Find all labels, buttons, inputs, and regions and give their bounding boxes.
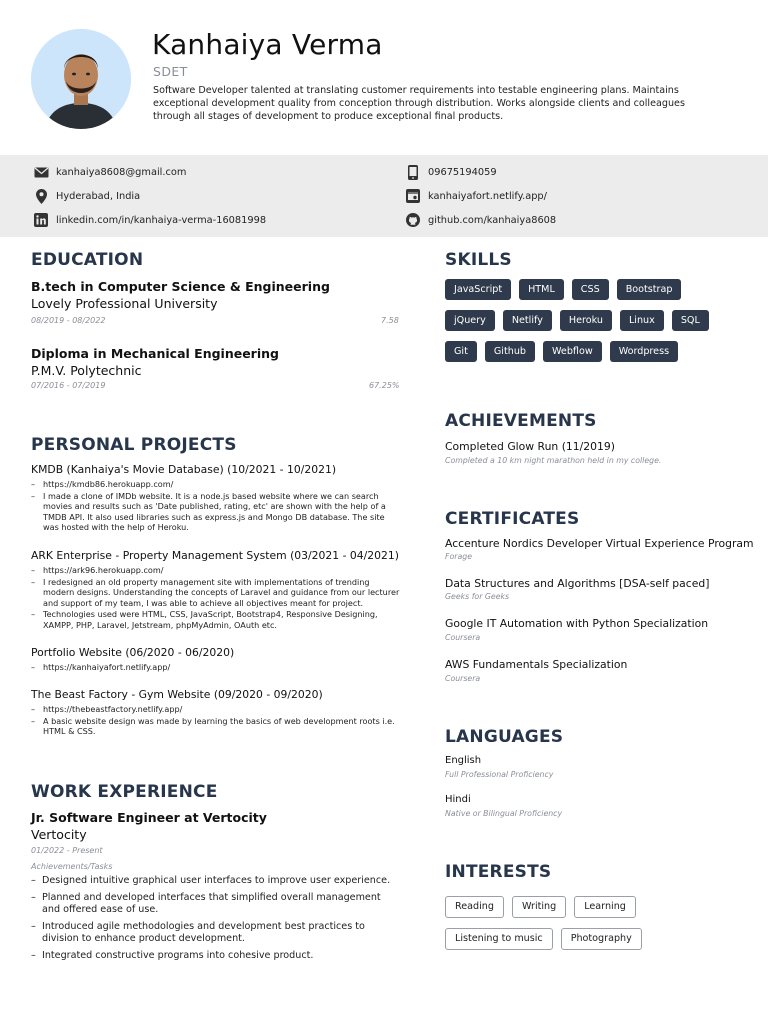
profile-summary: Software Developer talented at translating customer requirements into testable engineering plans. Maintains exceptional development quality from conception through distribution. Works alongside clients and colleagues through all stages of development to produce exceptional final products. [153,85,685,122]
education-dates: 07/2016 - 07/2019 [31,381,106,390]
list-item: – I made a clone of IMDb website. It is a node.js based website where we can search movies and results such as 'Date published, rating, etc' are shown with the help of a TMDB API. It also used libraries such as express.js and Mongo DB database. The site was hosted with the help of Heroku. [31,491,401,533]
skills-list [445,279,745,372]
skill-badge: SQL [672,310,709,331]
profile-photo [31,29,131,129]
resume-header [0,0,768,155]
job-title: Jr. Software Engineer at Vertocity [31,810,267,825]
list-item: – Planned and developed interfaces that simplified overall management and offered ease of use. [31,892,391,917]
profile-photo-illustration [31,29,131,129]
contact-email[interactable] [33,164,186,180]
achievement-desc: Completed a 10 km night marathon held in my college. [445,456,662,465]
job-dates: 01/2022 - Present [31,846,103,855]
contact-website[interactable] [405,188,547,204]
candidate-name: Kanhaiya Verma [152,28,383,61]
contact-location [33,188,140,204]
skills-row [445,310,745,331]
contact-linkedin[interactable] [33,212,266,228]
skills-row [445,279,745,300]
project-bullets [31,479,401,534]
certificate-issuer: Coursera [445,674,481,683]
language-name: English [445,755,482,766]
interest-tag: Listening to music [445,928,553,950]
project-title: The Beast Factory - Gym Website (09/2020 - 09/2020) [31,688,323,701]
project-bullets [31,704,401,738]
achievements-heading: ACHIEVEMENTS [445,411,597,431]
project-link[interactable]: – https://ark96.herokuapp.com/ [31,565,401,576]
list-item: – Introduced agile methodologies and development best practices to division to enhance product development. [31,921,391,946]
certificate-issuer: Forage [445,552,472,561]
language-level: Native or Bilingual Proficiency [445,809,563,818]
certificate-title: Data Structures and Algorithms [DSA-self paced] [445,577,710,590]
map-pin-icon [33,188,49,204]
skill-badge: HTML [519,279,564,300]
skill-badge: Webflow [543,341,602,362]
skill-badge: Netlify [503,310,552,331]
job-bullets [31,875,391,967]
list-item: – Designed intuitive graphical user interfaces to improve user experience. [31,875,391,888]
list-item: – I redesigned an old property management site with implementations of trending modern designs. Understanding the concepts of Laravel and guidance from our lecturer and support of my team, I was able to achieve all objectives meant for project. [31,577,401,609]
certificate-title: Google IT Automation with Python Specialization [445,617,709,630]
education-school: Lovely Professional University [31,296,218,311]
interest-tag: Reading [445,896,504,918]
skill-badge: Heroku [560,310,612,331]
project-title: Portfolio Website (06/2020 - 06/2020) [31,646,235,659]
languages-heading: LANGUAGES [445,727,564,747]
skill-badge: jQuery [445,310,495,331]
interest-tag: Photography [561,928,642,950]
job-tasks-label: Achievements/Tasks [31,862,113,871]
list-item: – Integrated constructive programs into cohesive product. [31,950,391,963]
github-icon [405,212,421,228]
certificate-title: AWS Fundamentals Specialization [445,658,628,671]
project-link[interactable]: – https://kanhaiyafort.netlify.app/ [31,662,401,673]
education-school: P.M.V. Polytechnic [31,363,142,378]
interest-tag: Learning [574,896,636,918]
projects-heading: PERSONAL PROJECTS [31,435,237,455]
website-icon [405,188,421,204]
work-heading: WORK EXPERIENCE [31,782,218,802]
interests-row [445,896,745,918]
github-text: github.com/kanhaiya8608 [428,214,557,226]
project-bullets [31,662,401,674]
achievement-title: Completed Glow Run (11/2019) [445,440,615,453]
skill-badge: JavaScript [445,279,511,300]
project-bullets [31,565,401,632]
interest-tag: Writing [512,896,566,918]
skill-badge: Bootstrap [617,279,682,300]
certificate-issuer: Coursera [445,633,481,642]
interests-list [445,896,745,960]
education-score: 67.25% [369,381,400,390]
project-title: KMDB (Kanhaiya's Movie Database) (10/2021 - 10/2021) [31,463,337,476]
skill-badge: Linux [620,310,664,331]
phone-text: 09675194059 [428,166,497,178]
certificates-heading: CERTIFICATES [445,509,580,529]
language-name: Hindi [445,794,471,805]
skills-row [445,341,745,362]
email-text: kanhaiya8608@gmail.com [56,166,187,178]
project-link[interactable]: – https://kmdb86.herokuapp.com/ [31,479,401,490]
certificate-title: Accenture Nordics Developer Virtual Experience Program [445,537,754,550]
contact-band [0,155,768,237]
contact-phone[interactable] [405,164,497,180]
education-dates: 08/2019 - 08/2022 [31,316,106,325]
skills-heading: SKILLS [445,250,512,270]
skill-badge: Git [445,341,477,362]
interests-row [445,928,745,950]
list-item: – A basic website design was made by learning the basics of web development roots i.e. HTML & CSS. [31,716,401,737]
project-link[interactable]: – https://thebeastfactory.netlify.app/ [31,704,401,715]
envelope-icon [33,164,49,180]
phone-icon [405,164,421,180]
skill-badge: Wordpress [610,341,678,362]
linkedin-icon [33,212,49,228]
education-degree: Diploma in Mechanical Engineering [31,346,279,361]
location-text: Hyderabad, India [56,190,141,202]
candidate-role: SDET [153,64,188,79]
list-item: – Technologies used were HTML, CSS, JavaScript, Bootstrap4, Responsive Designing, XAMPP, PHP, Laravel, Jetstream, phpMyAdmin, OAuth etc. [31,609,401,630]
project-title: ARK Enterprise - Property Management System (03/2021 - 04/2021) [31,549,399,562]
certificate-issuer: Geeks for Geeks [445,592,510,601]
linkedin-text: linkedin.com/in/kanhaiya-verma-16081998 [56,214,267,226]
education-degree: B.tech in Computer Science & Engineering [31,279,330,294]
website-text: kanhaiyafort.netlify.app/ [428,190,547,202]
skill-badge: CSS [572,279,609,300]
language-level: Full Professional Proficiency [445,770,554,779]
skill-badge: Github [485,341,535,362]
education-heading: EDUCATION [31,250,144,270]
job-company: Vertocity [31,827,87,842]
contact-github[interactable] [405,212,556,228]
interests-heading: INTERESTS [445,862,552,882]
education-score: 7.58 [381,316,399,325]
